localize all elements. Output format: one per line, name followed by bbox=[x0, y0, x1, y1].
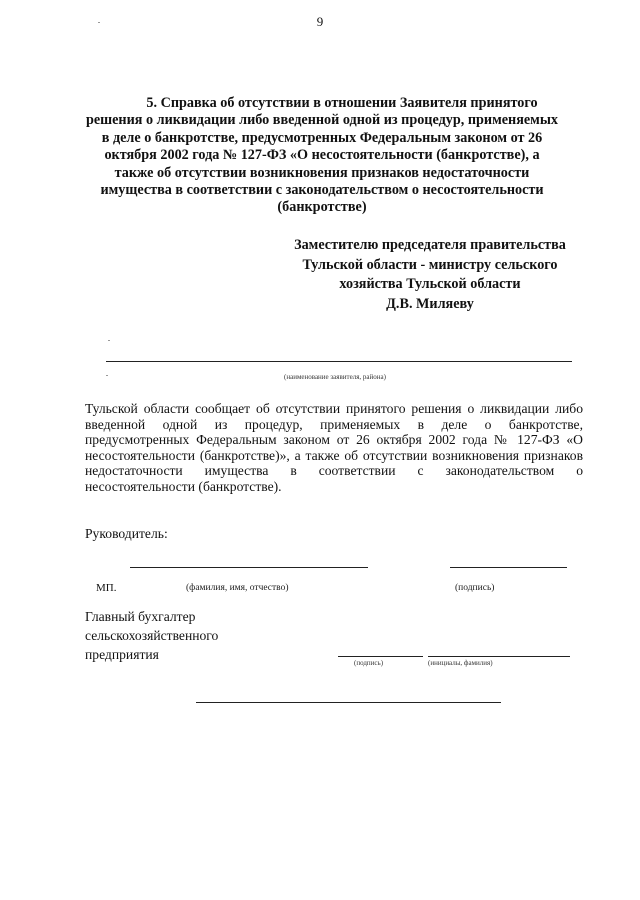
page-number: 9 bbox=[316, 14, 324, 29]
document-title bbox=[82, 95, 562, 217]
accountant-line: Главный бухгалтер bbox=[85, 609, 196, 624]
applicant-name-line bbox=[106, 361, 572, 362]
head-signature-line bbox=[450, 567, 567, 568]
body-line: несостоятельности (банкротстве). bbox=[85, 478, 282, 494]
addressee-line: Заместителю председателя правительства bbox=[294, 237, 566, 253]
accountant-line: предприятия bbox=[85, 647, 159, 662]
title-line: 5. Справка об отсутствии в отношении Заявителя принятого bbox=[146, 95, 538, 111]
body-line: несостоятельности (банкротстве)», а также об отсутствии возникновения признаков bbox=[85, 447, 583, 463]
addressee-line: хозяйства Тульской области bbox=[339, 276, 521, 292]
scan-speck bbox=[108, 340, 110, 341]
addressee-block bbox=[270, 236, 590, 314]
accountant-signature-line bbox=[338, 656, 423, 657]
accountant-label bbox=[85, 607, 285, 664]
fio-caption: (фамилия, имя, отчество) bbox=[186, 583, 289, 593]
head-label: Руководитель: bbox=[85, 526, 168, 541]
title-line: имущества в соответствии с законодательством о несостоятельности bbox=[100, 182, 544, 199]
title-line: (банкротстве) bbox=[277, 199, 367, 216]
body-line: недостаточности имущества в соответствии с законодательством о bbox=[85, 463, 583, 479]
applicant-caption: (наименование заявителя, района) bbox=[284, 373, 386, 381]
addressee-line: Тульской области - министру сельского bbox=[302, 256, 558, 273]
stamp-label: МП. bbox=[96, 582, 117, 594]
title-line: решения о ликвидации либо введенной одной из процедур, применяемых bbox=[85, 112, 559, 129]
scan-speck bbox=[106, 375, 108, 376]
body-line: введенной одной из процедур, применяемых в деле о банкротстве, bbox=[85, 416, 583, 432]
body-paragraph bbox=[85, 401, 583, 495]
title-line: в деле о банкротстве, предусмотренных Федеральным законом от 26 bbox=[101, 129, 543, 146]
addressee-line: Д.В. Миляеву bbox=[386, 295, 474, 312]
title-line: октября 2002 года № 127-ФЗ «О несостоятельности (банкротстве), а bbox=[104, 147, 540, 164]
accountant-initials-caption: (инициалы, фамилия) bbox=[428, 659, 493, 667]
accountant-initials-line bbox=[428, 656, 570, 657]
head-fio-line bbox=[130, 567, 368, 568]
body-line: предусмотренных Федеральным законом от 26 октября 2002 года № 127-ФЗ «О bbox=[85, 432, 583, 448]
accountant-signature-caption: (подпись) bbox=[354, 659, 384, 667]
bottom-line bbox=[196, 702, 501, 703]
accountant-line: сельскохозяйственного bbox=[85, 628, 219, 643]
body-line: Тульской области сообщает об отсутствии принятого решения о ликвидации либо bbox=[85, 401, 583, 416]
title-line: также об отсутствии возникновения признаков недостаточности bbox=[114, 164, 530, 181]
signature-caption: (подпись) bbox=[455, 583, 495, 593]
scan-speck bbox=[98, 22, 100, 23]
